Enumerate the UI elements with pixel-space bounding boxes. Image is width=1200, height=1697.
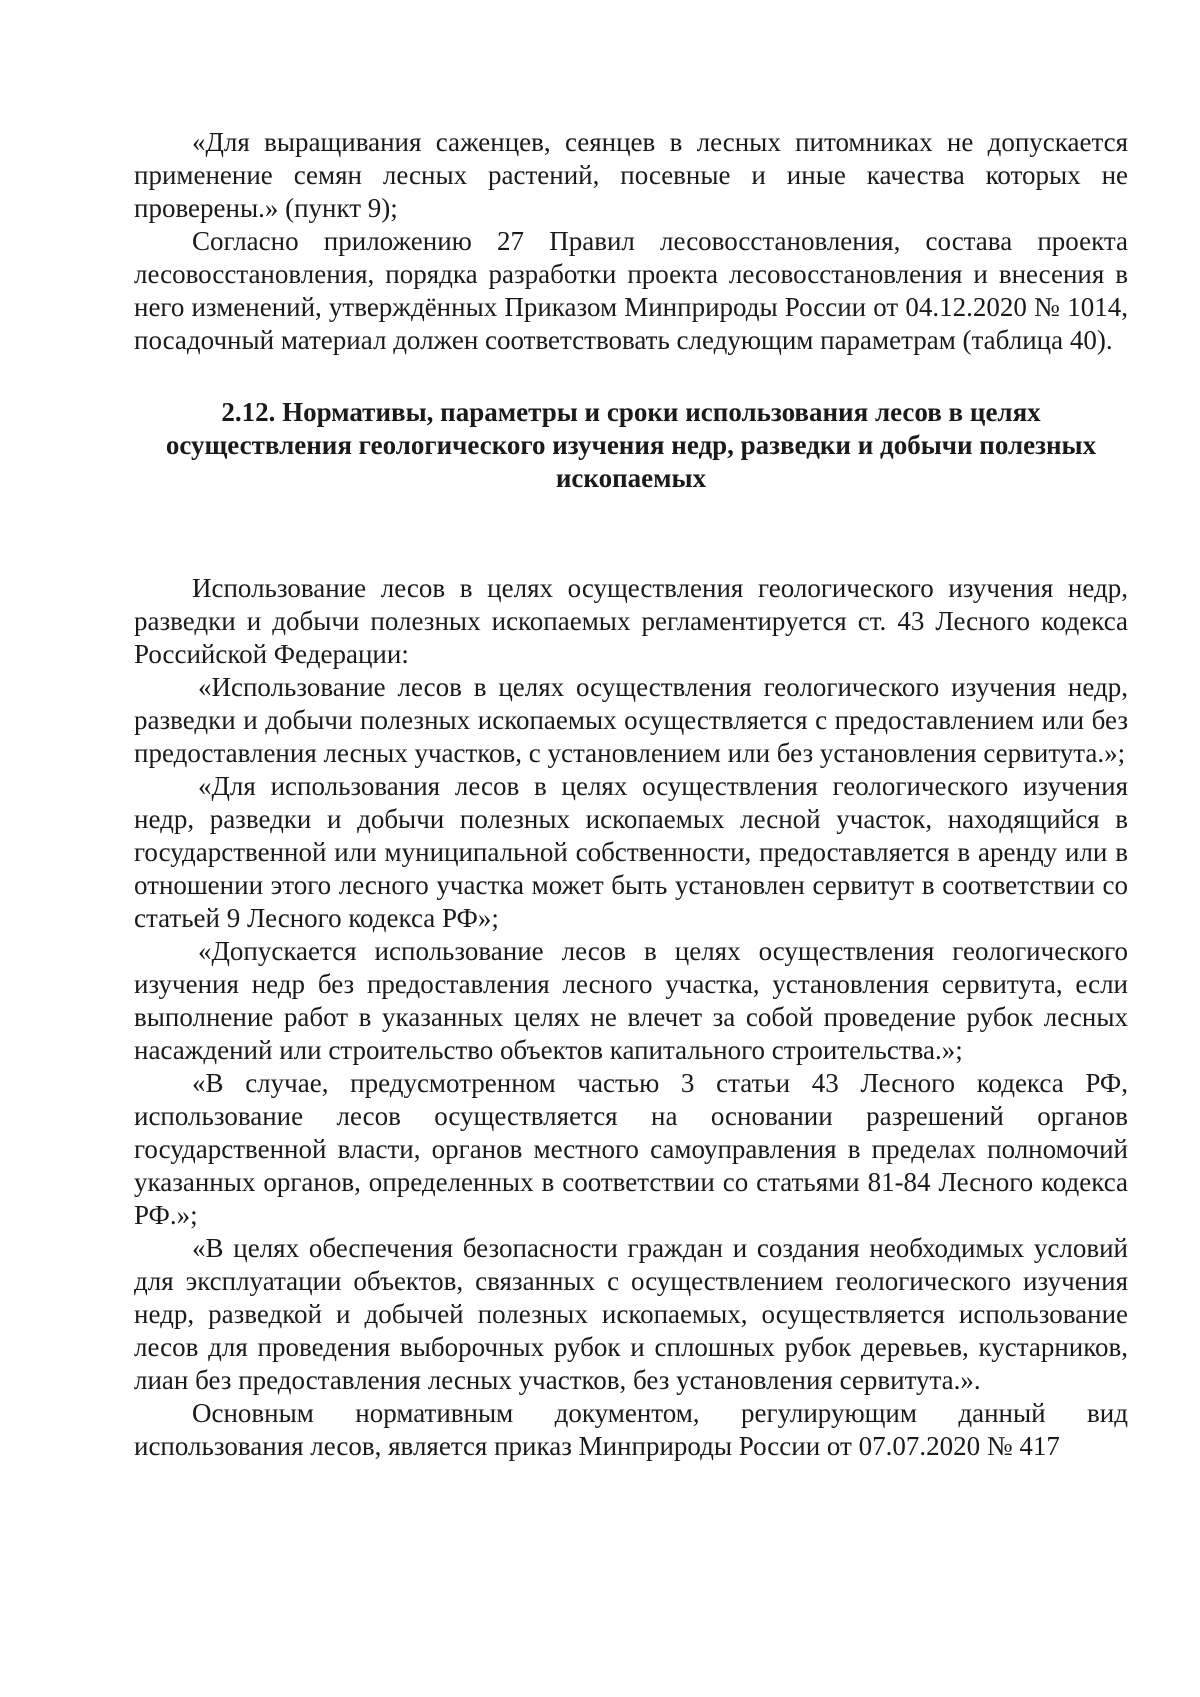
- paragraph-quote-1: «Использование лесов в целях осуществления геологического изучения недр, разведки и добычи полезных ископаемых осуществляется с предоставлением или без предоставления лесных участков, с установлением или без установления сервитута.»;: [134, 672, 1128, 768]
- section-heading: 2.12. Нормативы, параметры и сроки использования лесов в целях осуществления геологического изучения недр, разведки и добычи полезных ископаемых: [165, 397, 1097, 493]
- paragraph-reforestation-rules: Согласно приложению 27 Правил лесовосстановления, состава проекта лесовосстановления, порядка разработки проекта лесовосстановления и внесения в него изменений, утверждённых Приказом Минприроды России от 04.12.2020 № 1014, посадочный материал должен соответствовать следующим параметрам (таблица 40).: [134, 226, 1128, 355]
- paragraph-quote-5: «В целях обеспечения безопасности граждан и создания необходимых условий для эксплуатации объектов, связанных с осуществлением геологического изучения недр, разведкой и добычей полезных ископаемых, осуществляется использование лесов для проведения выборочных рубок и сплошных рубок деревьев, кустарников, лиан без предоставления лесных участков, без установления сервитута.».: [134, 1233, 1128, 1395]
- paragraph-main-document: Основным нормативным документом, регулирующим данный вид использования лесов, является приказ Минприроды России от 07.07.2020 № 417: [134, 1398, 1128, 1461]
- paragraph-quote-2: «Для использования лесов в целях осуществления геологического изучения недр, разведки и добычи полезных ископаемых лесной участок, находящийся в государственной или муниципальной собственности, предоставляется в аренду или в отношении этого лесного участка может быть установлен сервитут в соответствии со статьей 9 Лесного кодекса РФ»;: [134, 771, 1128, 933]
- document-page: [134, 126, 1128, 1463]
- spacer: [134, 495, 1128, 572]
- paragraph-intro: Использование лесов в целях осуществления геологического изучения недр, разведки и добычи полезных ископаемых регламентируется ст. 43 Лесного кодекса Российской Федерации:: [134, 573, 1128, 669]
- paragraph-quote-4: «В случае, предусмотренном частью 3 статьи 43 Лесного кодекса РФ, использование лесов осуществляется на основании разрешений органов государственной власти, органов местного самоуправления в пределах полномочий указанных органов, определенных в соответствии со статьями 81-84 Лесного кодекса РФ.»;: [134, 1068, 1128, 1230]
- paragraph-quote-seeds: «Для выращивания саженцев, сеянцев в лесных питомниках не допускается применение семян лесных растений, посевные и иные качества которых не проверены.» (пункт 9);: [134, 127, 1128, 223]
- paragraph-quote-3: «Допускается использование лесов в целях осуществления геологического изучения недр без предоставления лесного участка, установления сервитута, если выполнение работ в указанных целях не влечет за собой проведение рубок лесных насаждений или строительство объектов капитального строительства.»;: [134, 936, 1128, 1065]
